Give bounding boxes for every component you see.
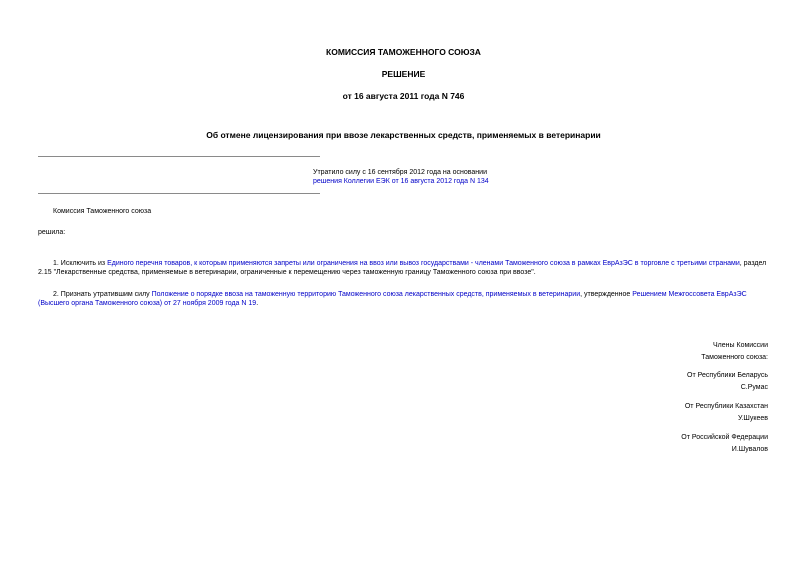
p2-suffix: .: [256, 299, 259, 307]
paragraph-2: [38, 291, 769, 309]
signature-country: От Российской Федерации: [681, 434, 768, 441]
signature-russia: [681, 432, 768, 456]
doc-type: РЕШЕНИЕ: [381, 69, 426, 79]
doc-title: Об отмене лицензирования при ввозе лекарственных средств, применяемых в ветеринарии: [206, 130, 601, 140]
signature-country: От Республики Казахстан: [684, 403, 768, 410]
signature-name: У.Шукеев: [737, 415, 768, 422]
p1-prefix: 1. Исключить из: [53, 260, 108, 267]
p2-prefix: 2. Признать утратившим силу: [53, 291, 152, 298]
p1-link-list[interactable]: Единого перечня товаров, к которым применяются запреты или ограничения на ввоз или вывоз государствами - членами Таможенного союза в рамках ЕврАзЭС в торговле с третьими странами: [107, 260, 740, 267]
status-note-text: Утратило силу с 16 сентября 2012 года на основании: [313, 169, 487, 176]
divider-bottom: [38, 193, 320, 194]
signature-belarus: [687, 370, 768, 394]
signature-name: И.Шувалов: [731, 446, 768, 453]
org-title: КОМИССИЯ ТАМОЖЕННОГО СОЮЗА: [326, 47, 481, 57]
p2-link-regulation[interactable]: Положение о порядке ввоза на таможенную территорию Таможенного союза лекарственных средств, применяемых в ветеринарии: [151, 291, 581, 298]
p1-suffix: , раздел 2.15 "Лекарственные средства, применяемые в ветеринарии, ограниченные к перемещению через таможенную границу Таможенного союза при ввозе".: [38, 260, 767, 276]
decided-label: решила:: [38, 229, 66, 236]
signature-country: От Республики Беларусь: [687, 372, 768, 379]
issuer: Комиссия Таможенного союза: [53, 208, 152, 215]
signatures-heading-line1: Члены Комиссии: [713, 342, 768, 349]
status-note: [313, 169, 489, 187]
status-note-link[interactable]: решения Коллегии ЕЭК от 16 августа 2012 года N 134: [313, 177, 489, 185]
signatures-heading-line2: Таможенного союза:: [701, 354, 768, 361]
doc-date-number: от 16 августа 2011 года N 746: [342, 91, 465, 101]
signatures-heading: [701, 340, 768, 364]
p2-link-decision[interactable]: Решением Межгоссовета ЕврАзЭС (Высшего органа Таможенного союза) от 27 ноября 2009 года N 19: [38, 291, 747, 307]
p2-mid: , утвержденное: [580, 291, 633, 298]
signature-name: С.Румас: [740, 384, 768, 391]
paragraph-1: [38, 260, 769, 278]
divider-top: [38, 156, 320, 157]
signature-kazakhstan: [685, 401, 768, 425]
